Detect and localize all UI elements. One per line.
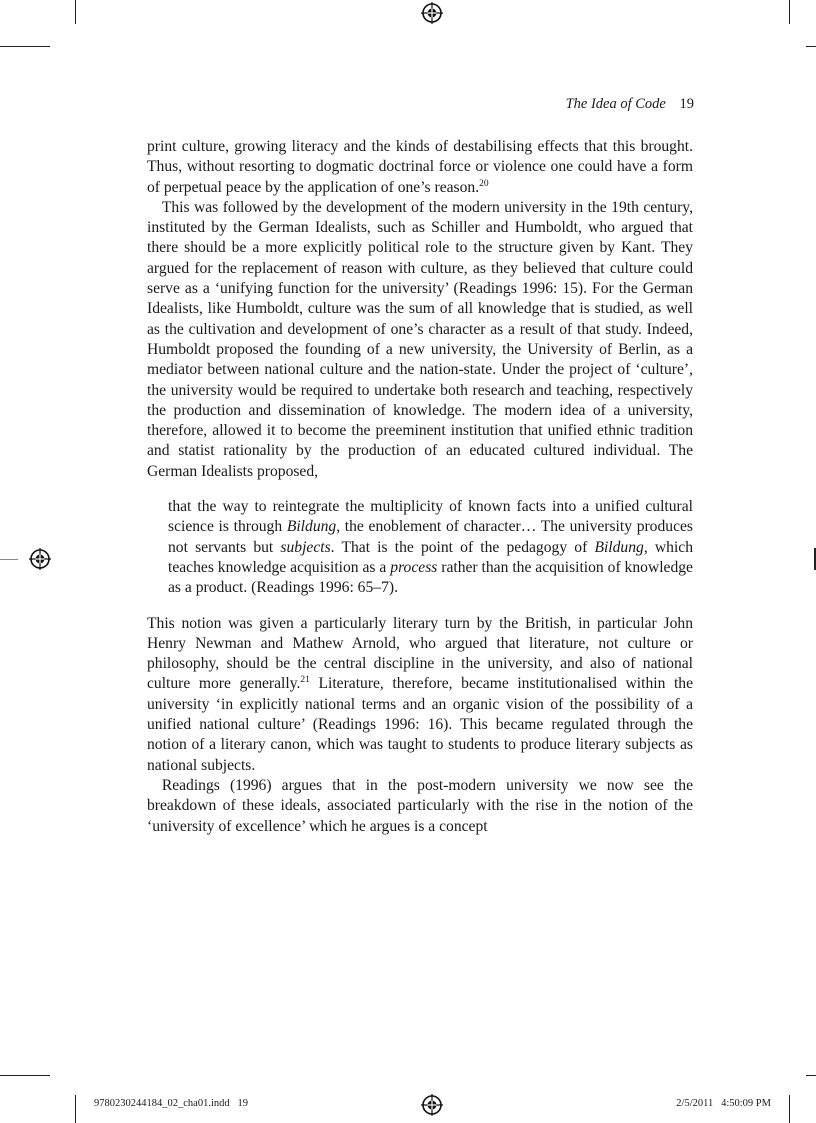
crop-mark-right-bottom (806, 1075, 816, 1076)
crop-mark-top-left (75, 0, 76, 24)
quote-emphasis-bildung-1: Bildung (286, 518, 337, 536)
page-number: 19 (679, 96, 694, 112)
footnote-ref-21: 21 (300, 675, 310, 686)
paragraph-2: This was followed by the development of the modern university in the 19th century, instituted by the German Idealists, such as Schiller and Humboldt, who argued that there should be a more explicitly political role to the structure given by Kant. They argued for the replacement of reason with culture, as they believed that culture could serve as a ‘unifying function for the university’ (Readings 1996: 15). For the German Idealists, like Humboldt, culture was the sum of all knowledge that is studied, as well as the cultivation and development of one’s character as a result of that study. Indeed, Humboldt proposed the founding of a new university, the University of Berlin, as a mediator between national culture and the nation-state. Under the project of ‘culture’, the university would be required to undertake both research and teaching, respectively the production and dissemination of knowledge. The modern idea of a university, therefore, allowed it to become the preeminent institution that unified ethnic tradition and statist rationality by the production of an educated cultured individual. The German Idealists proposed, (147, 198, 693, 480)
paragraph-3-text-b: Literature, therefore, became institutionalised within the university ‘in explicitly national terms and an organic vision of the possibility of a unified national culture’ (Readings 1996: 16). This became regulated through the notion of a literary canon, which was taught to students to produce literary subjects as national subjects. (147, 675, 694, 774)
registration-mark-left-icon (29, 548, 51, 570)
crop-mark-bottom-left (75, 1095, 76, 1123)
running-head (566, 96, 694, 113)
crop-mark-left-middle (0, 559, 18, 560)
quote-part-3: . That is the point of the pedagogy of (330, 538, 595, 556)
paragraph-1-text: print culture, growing literacy and the kinds of destabilising effects that this brought. Thus, without resorting to dogmatic doctrinal force or violence one could have a form of perpetual peace by the application of one’s reason. (147, 138, 693, 196)
slug-timestamp: 2/5/2011 4:50:09 PM (676, 1098, 771, 1109)
paragraph-3 (147, 614, 693, 776)
running-head-title: The Idea of Code (565, 96, 666, 112)
crop-mark-left-bottom (0, 1075, 50, 1076)
quote-emphasis-bildung-2: Bildung (594, 538, 644, 556)
crop-mark-left-top (0, 46, 50, 47)
registration-mark-top-icon (421, 2, 443, 24)
body-text (147, 137, 693, 837)
quote-emphasis-subjects: subjects (280, 538, 331, 556)
paragraph-3-text-a: This notion was given a particularly literary turn by the British, in particular John Henry Newman and Mathew Arnold, who argued that literature, not culture or philosophy, should be the central discipline in the university, and also of national culture more generally. (147, 614, 693, 693)
quote-part-2: , the enoblement of character… The university produces not servants but (168, 518, 693, 556)
slug-file-name: 9780230244184_02_cha01.indd 19 (94, 1098, 248, 1109)
quote-part-4: , which teaches knowledge acquisition as a (168, 538, 693, 576)
crop-mark-right-top (806, 46, 816, 47)
footnote-ref-20: 20 (479, 178, 489, 189)
quote-part-1: that the way to reintegrate the multiplicity of known facts into a unified cultural science is through (168, 498, 693, 536)
paragraph-1 (147, 137, 693, 198)
quote-emphasis-process: process (390, 558, 438, 576)
block-quote (168, 497, 693, 598)
paragraph-4: Readings (1996) argues that in the post-modern university we now see the breakdown of these ideals, associated particularly with the rise in the notion of the ‘university of excellence’ which he argues is a concept (147, 776, 693, 835)
crop-mark-top-right (789, 0, 790, 24)
crop-mark-bottom-right (789, 1095, 790, 1123)
quote-part-5: rather than the acquisition of knowledge as a product. (Readings 1996: 65–7). (168, 558, 693, 597)
registration-mark-bottom-icon (421, 1094, 443, 1116)
